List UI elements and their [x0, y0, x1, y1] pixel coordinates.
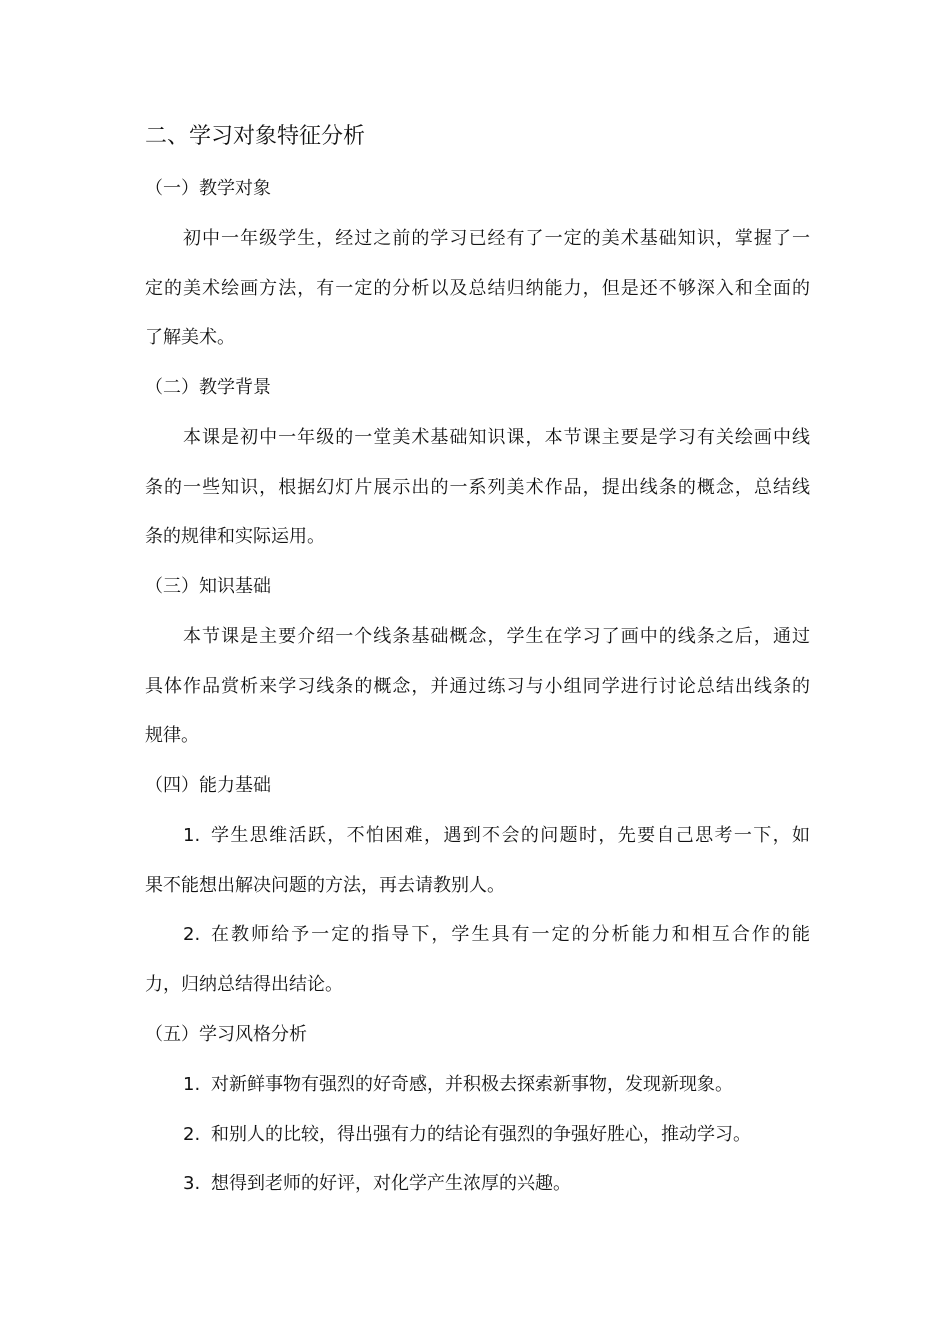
list-number: 1. [183, 1074, 201, 1095]
paragraph-line: 定的美术绘画方法，有一定的分析以及总结归纳能力，但是还不够深入和全面的 [145, 278, 810, 299]
list-number: 2. [183, 1124, 201, 1145]
list-item-text: 在教师给予一定的指导下，学生具有一定的分析能力和相互合作的能 [211, 924, 810, 945]
page-heading: 二、学习对象特征分析 [145, 124, 366, 149]
list-item-text: 和别人的比较，得出强有力的结论有强烈的争强好胜心，推动学习。 [211, 1124, 751, 1145]
paragraph-line: 初中一年级学生，经过之前的学习已经有了一定的美术基础知识，掌握了一 [183, 228, 810, 249]
section-title-teaching-object: （一）教学对象 [145, 178, 271, 199]
list-item-text: 想得到老师的好评，对化学产生浓厚的兴趣。 [211, 1173, 571, 1194]
paragraph-line: 本节课是主要介绍一个线条基础概念，学生在学习了画中的线条之后，通过 [183, 626, 810, 647]
list-item [183, 922, 810, 948]
list-number: 1. [183, 825, 201, 846]
list-item [183, 1072, 810, 1098]
paragraph-line: 条的一些知识，根据幻灯片展示出的一系列美术作品，提出线条的概念，总结线 [145, 477, 810, 498]
list-item [183, 823, 810, 849]
paragraph-line: 了解美术。 [145, 327, 235, 348]
paragraph-line: 条的规律和实际运用。 [145, 526, 325, 547]
paragraph-line: 本课是初中一年级的一堂美术基础知识课，本节课主要是学习有关绘画中线 [183, 427, 810, 448]
list-item-text: 对新鲜事物有强烈的好奇感，并积极去探索新事物，发现新现象。 [211, 1074, 733, 1095]
list-item-continuation: 力，归纳总结得出结论。 [145, 974, 343, 995]
section-title-ability-basis: （四）能力基础 [145, 775, 271, 796]
list-item [183, 1171, 810, 1197]
section-title-learning-style: （五）学习风格分析 [145, 1024, 307, 1045]
paragraph-line: 具体作品赏析来学习线条的概念，并通过练习与小组同学进行讨论总结出线条的 [145, 676, 810, 697]
paragraph-line: 规律。 [145, 725, 199, 746]
list-item-text: 学生思维活跃，不怕困难，遇到不会的问题时，先要自己思考一下，如 [211, 825, 810, 846]
list-number: 2. [183, 924, 201, 945]
list-item [183, 1122, 810, 1148]
list-item-continuation: 果不能想出解决问题的方法，再去请教别人。 [145, 875, 505, 896]
list-number: 3. [183, 1173, 201, 1194]
section-title-knowledge-basis: （三）知识基础 [145, 576, 271, 597]
section-title-teaching-background: （二）教学背景 [145, 377, 271, 398]
